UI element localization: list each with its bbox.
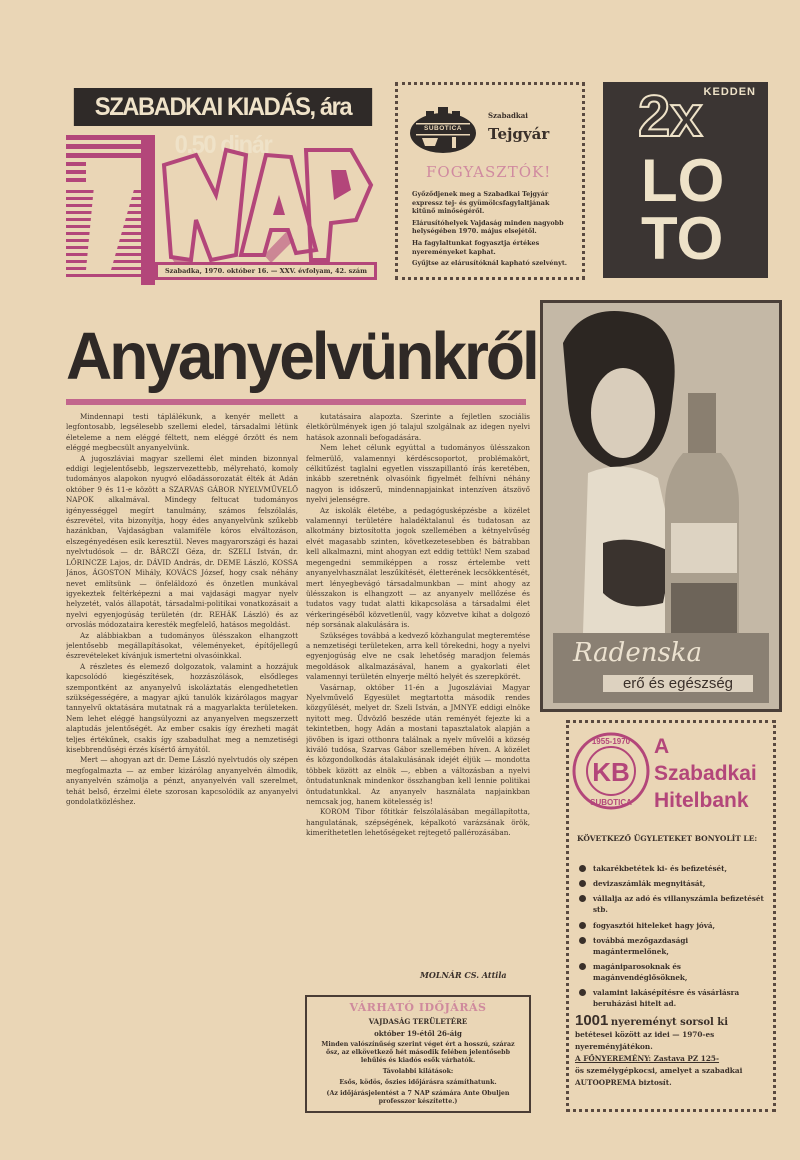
list-item: vállalja az adó és villanyszámla befizetését stb. <box>579 893 764 915</box>
edition-banner: SZABADKAI KIADÁS, ára 0.50 dinár <box>74 88 372 126</box>
tejgyar-headline: FOGYASZTÓK! <box>426 163 552 181</box>
lotto-kicker: KEDDEN <box>703 86 756 98</box>
tejgyar-paragraph: Gyűjtse az elárusítóknál kapható szelvényt. <box>412 259 568 268</box>
tejgyar-paragraph: Elárusítóhelyek Vajdaság minden nagyobb helységében 1970. május elsejétől. <box>412 218 564 236</box>
article-paragraph: A jugoszláviai magyar szellemi élet minden bizonnyal eddigi legjelentősebb, legszervezettebb, mélyreható, komoly tudományos alapokon nyugvó előadássorozatát élték át Adán október 9 és 11-e között a SZARVAS GÁBOR NYELVMŰVELŐ NAPOK alkalmával. Mindegy feltucat tudományos igényességgel megírt tanulmány, számos felszólalás, észrevétel, vita bizonyítja, hogy édes anyanyelvünk szűkebb hazánkban, Vajdaságban valamiféle kóros elváltozáson, elszegényedésen esik keresztül. Neves magyarországi és hazai nyelvtudósok — dr. BÁRCZI Géza, dr. SZELI István, dr. LŐRINCZE Lajos, dr. DÁVID András, dr. DEME László, KOSSA János, ÁGOSTON Mihály, KOVÁCS József, hogy csak néhány nevet említsünk — önfeláldozó és önzetlen munkával igyekeztek feltérképezni a mai vajdasági magyar nyelv helyzetét, valós állapotát, társadalmi-politikai vonatkozásait a nyelvi egyenjogúság területén (dr. REHÁK László) és az orvoslás módozataira keresték megfelelő, hatásos megoldást. <box>66 453 298 630</box>
title-rule <box>66 399 526 405</box>
weather-region: VAJDASÁG TERÜLETÉRE <box>368 1017 468 1026</box>
list-item: devizaszámlák megnyitását, <box>579 878 764 889</box>
article-paragraph: Nem lehet célunk egyúttal a tudományos ülésszakon felmerülő, valamennyi kérdéscsoportot, problémakört, célkitűzést taglalni egyetlen visszapillantó írás keretében, inkább szeretnénk olvasóink figyelmét felhívni néhány nagyon is időszerű, mindennapjainkat intenzíven átszövő nyelvi jelenségre. <box>306 443 530 505</box>
article-paragraph: Vasárnap, október 11-én a Jugoszláviai Magyar Nyelvművelő Egyesület megtartotta második rendes közgyűlését, melyet dr. Szeli István, a JMNYE eddigi elnöke nyitott meg. Üdvözlő beszéde után reményét fejezte ki a tekintetben, hogy Adán a mostani tapasztalatok alapján a jövőben is igazi otthonra találnak a nyelv művelői a község kiváló tudósa, Szarvas Gábor szellemében híven. A közélet és közgondolkodás átalakulásának idejét éljük — mondotta többek között az elnök —, ebben a változásban a nyelvi öntudatunknak mindenkor összhangban kell lennie politikai öntudatunkkal. Az anyanyelv használata napjainkban nemcsak jog, hanem kötelesség is! <box>306 682 530 807</box>
hitelbank-lottery <box>575 1012 767 1089</box>
seal-letters: KB <box>592 757 630 787</box>
seal-city: SUBOTICA <box>590 798 632 807</box>
article-paragraph: Mert — ahogyan azt dr. Deme László nyelvtudós oly szépen megfogalmazta — az ember kizárólag anyanyelvén álmodik, anyanyelvén számolja a pénzt, anyanyelvén vall szerelmet, tehát belső, érzelmi élete szorosan kapcsolódik az anyanyelvi gondolatközléshez. <box>66 755 298 807</box>
lottery-text: betétesei között az idei — 1970-es nyereményjátékon. <box>575 1030 715 1051</box>
article-title: Anyanyelvünkről <box>66 318 537 394</box>
tejgyar-paragraph: Ha fagylaltunkat fogyasztja értékes nyereményeket kaphat. <box>412 238 540 256</box>
article-paragraph: A részletes és elemező dolgozatok, valamint a hozzájuk kapcsolódó kiegészítések, hozzászólások, elsődleges szempontként az anyanyelvű iskoláztatás elengedhetetlen szükségességére, a magyar ajkú tanulók kizárólagos magyar tannyelvű oktatására mutatnak rá a magyarlakta területeken. Nem lehet eléggé hangsúlyozni az anyanyelven megszerzett alaptudás jelentőségét. Az ember csakis így érezheti magát teljes értékűnek, csakis így szabadulhat meg a nemzetiségi kisebbrendűségi érzés kísértő árnyától. <box>66 661 298 754</box>
prize-label: A FŐNYEREMÉNY: Zastava PZ 125- <box>575 1054 720 1063</box>
lotto-2x: 2x <box>638 84 703 149</box>
article-paragraph: Az iskolák életébe, a pedagógusképzésbe a közélet valamennyi területére haladéktalanul és tudatosan az alkotmány biztosította jogok szellemében a kétnyelvűség elvét magasabb szinten, következetesebben és bátrabban kell alkalmazni, mint ahogyan ezt eddig tettük! Nem szabad megengedni semmiképpen a rossz értelembe vett anyanyelvhasználat leszűkítését, életterének lecsökkentését, mert lényegbevágó társadalmunkban — mint ahogy az ülésszakon is elhangzott — az anyanyelv mellőzése és tudatos vagy tudat alatti kikapcsolása a társadalmi élet vérkeringéséből közvetlenül, vagy közvetve kihat a dolgozó nép sorsának alakulására is. <box>306 505 530 630</box>
tejgyar-body <box>412 190 574 271</box>
weather-text: Távolabbi kilátások: <box>382 1068 454 1075</box>
article-column-right <box>306 412 530 967</box>
tejgyar-paragraph: Győződjenek meg a Szabadkai Tejgyár expressz tej- és gyümölcsfagylaltjának kitűnő minőségéről. <box>412 190 550 216</box>
lotto-word: LOTO <box>641 147 725 272</box>
weather-text: Minden valószínűség szerint véget ért a hosszú, száraz ősz, az elkövetkező hét második felében jelentősebb lehűlés és kiadós esők várhatók. <box>321 1041 515 1064</box>
article-paragraph: Mindennapi testi táplálékunk, a kenyér mellett a legfontosabb, legsélesebb szellemi eledel, társadalmi létünk életeleme a nem eléggé féltett, nem eléggé őrzött és nem eléggé megbecsült anyanyelvünk. <box>66 412 298 453</box>
hitelbank-services <box>579 863 764 1013</box>
weather-title: VÁRHATÓ IDŐJÁRÁS <box>349 1001 487 1014</box>
list-item: takarékbetétek ki- és befizetését, <box>579 863 764 874</box>
title-line: Hitelbank <box>654 789 749 812</box>
weather-text: (Az időjárásjelentést a 7 NAP számára Ante Obuljen professzor készítette.) <box>326 1090 510 1105</box>
title-line: Szabadkai <box>654 762 757 785</box>
article-author: MOLNÁR CS. Attila <box>420 970 507 980</box>
radenska-slogan: erő és egészség <box>603 675 753 692</box>
list-item: továbbá mezőgazdasági magántermelőnek, <box>579 935 764 957</box>
tejgyar-ad <box>395 82 585 280</box>
article-paragraph: kutatásaira alapozta. Szerinte a fejletlen szociális életkörülmények igen jó talajul szolgálnak az idegen nyelvi hatások azonnali befogadására. <box>306 412 530 442</box>
article-paragraph: Szükséges továbbá a kedvező közhangulat megteremtése a nemzetiségi területeken, arra kell törekedni, hogy a nyelvi egyenjogúság elve ne csak lehetőség maradjon felemás megoldások alkalmazásával, hanem a gyakorlati élet valamennyi területén elnyerje méltó helyét és szerepkörét. <box>306 630 530 682</box>
hitelbank-intro: KÖVETKEZŐ ÜGYLETEKET BONYOLÍT LE: <box>577 834 758 843</box>
lottery-head: nyereményt sorsol ki <box>610 1017 728 1028</box>
tejgyar-brand-small: Szabadkai <box>488 111 528 120</box>
article-paragraph: KOROM Tibor főtitkár felszólalásában megállapította, hangulatának, szépségének, képalkotó varázsának örök, kimeríthetetlen lehetőségeket rejtegető pallérozásában. <box>306 807 530 838</box>
weather-dates: október 19-étől 26-áig <box>374 1029 462 1038</box>
article-column-left <box>66 412 298 1120</box>
tejgyar-brand: Tejgyár <box>488 125 550 143</box>
title-line: A <box>654 735 670 758</box>
list-item: magániparosoknak és magánvendéglősöknek, <box>579 961 764 983</box>
lottery-number: 1001 <box>575 1012 609 1029</box>
hitelbank-ad <box>566 720 776 1112</box>
seal-years: 1955-1970 <box>591 737 631 746</box>
radenska-brand: Radenska <box>573 638 703 668</box>
radenska-ad <box>540 300 782 712</box>
weather-text: Esős, ködös, őszies időjárásra számíthatunk. <box>339 1079 497 1086</box>
dateline: Szabadka, 1970. október 16. — XXV. évfolyam, 42. szám <box>155 262 377 280</box>
hitelbank-title <box>654 733 757 814</box>
article-paragraph: Az alábbiakban a tudományos ülésszakon elhangzott jelentősebb megállapításokat, véleményeket, építőjellegű észrevételeket kívánjuk ismertetni olvasóinkkal. <box>66 630 298 661</box>
lotto-ad <box>603 82 768 278</box>
list-item: valamint lakásépítésre és vásárlásra beruházási hitelt ad. <box>579 987 764 1009</box>
weather-box <box>305 995 531 1113</box>
list-item: fogyasztói hiteleket hagy jóvá, <box>579 920 764 931</box>
tejgyar-logo-text: SUBOTICA <box>424 125 462 132</box>
hitelbank-seal <box>571 731 651 811</box>
prize-text: ös személygépkocsi, amelyet a szabadkai AUTOOPREMA biztosít. <box>575 1066 743 1087</box>
